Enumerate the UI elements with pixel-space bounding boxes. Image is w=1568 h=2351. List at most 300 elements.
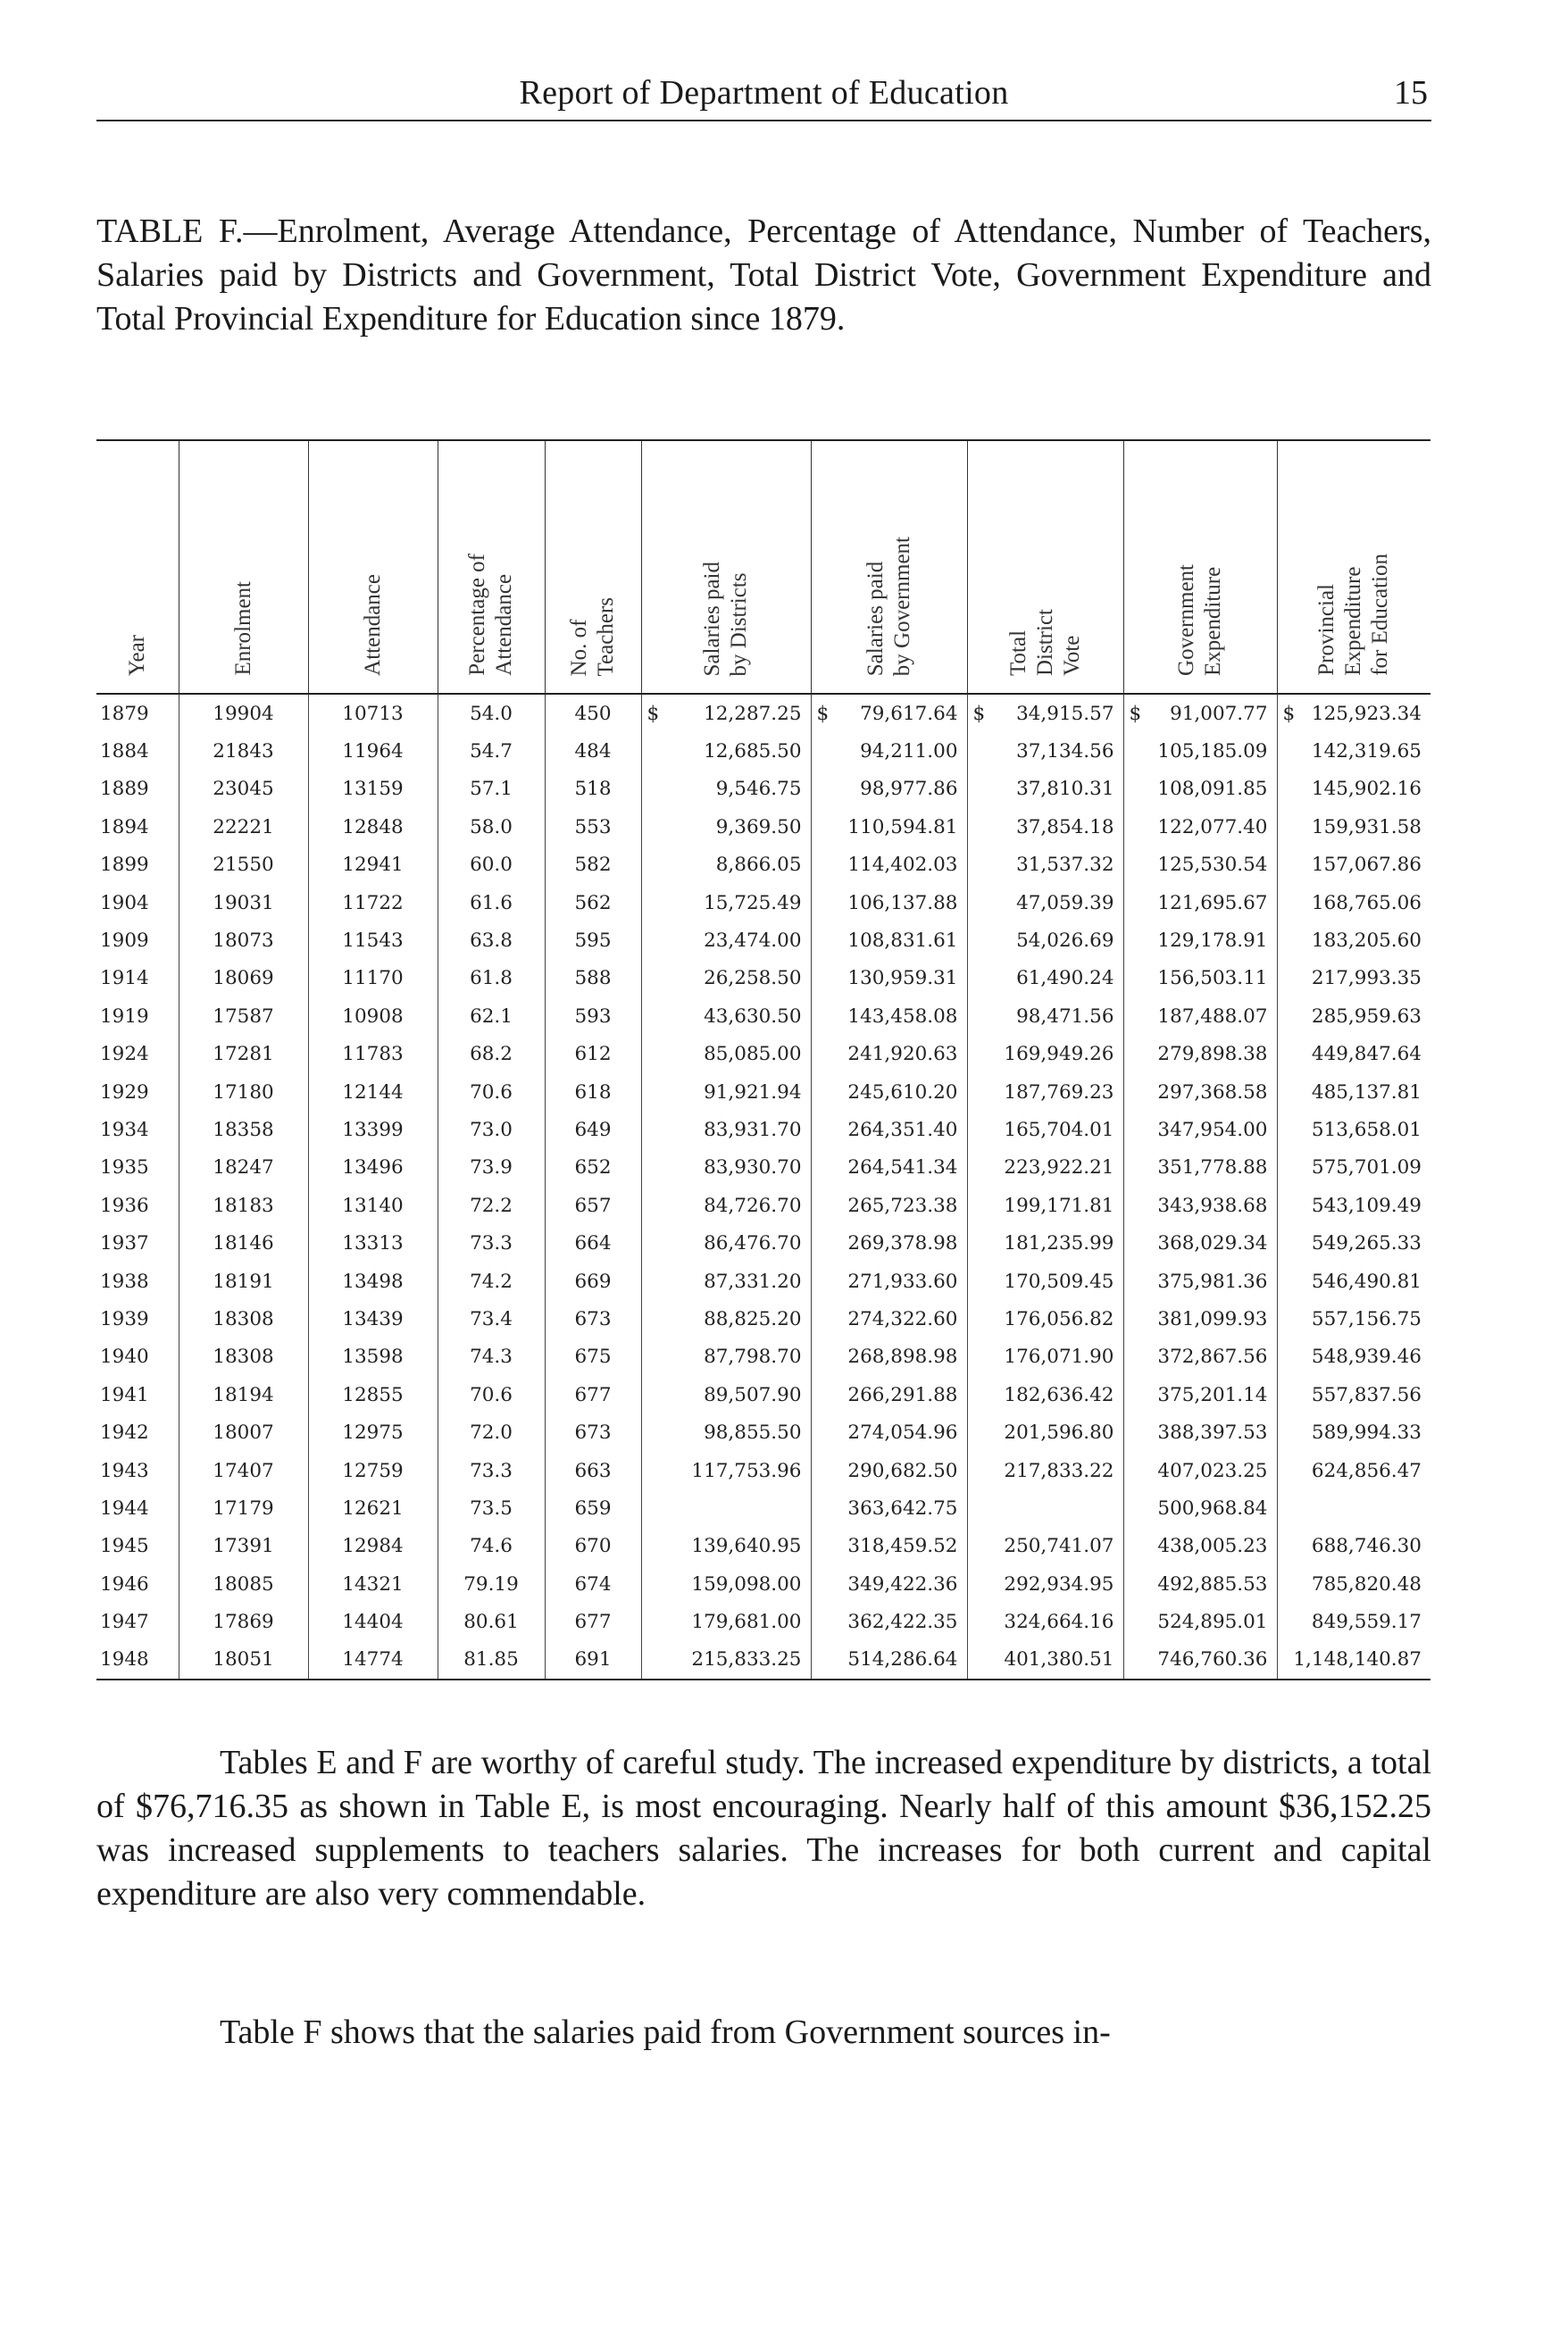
table-cell <box>967 997 1123 1035</box>
cell-value: 181,235.99 <box>1004 1232 1114 1255</box>
table-cell <box>545 1338 641 1376</box>
cell-value: 1945 <box>100 1535 149 1558</box>
table-cell <box>179 846 308 884</box>
table-cell <box>641 1489 811 1527</box>
table-cell <box>641 808 811 846</box>
table-cell <box>967 1376 1123 1413</box>
cell-value: 677 <box>574 1383 612 1406</box>
table-cell <box>96 1300 179 1338</box>
cell-value: 37,134.56 <box>1016 740 1114 763</box>
table-cell <box>308 1111 438 1148</box>
cell-value: 691 <box>574 1648 612 1672</box>
table-row <box>96 1338 1430 1376</box>
cell-value: 677 <box>574 1611 612 1634</box>
cell-value: 543,109.49 <box>1311 1194 1422 1217</box>
table-cell <box>179 1338 308 1376</box>
column-header-label: Total District Vote <box>1005 609 1084 676</box>
table-cell <box>967 1565 1123 1603</box>
table-cell <box>545 1263 641 1300</box>
cell-value: 12,287.25 <box>704 702 802 725</box>
cell-value: 1937 <box>100 1232 149 1255</box>
cell-value: 87,331.20 <box>704 1270 802 1293</box>
table-cell <box>811 1036 967 1073</box>
cell-value: 546,490.81 <box>1311 1270 1422 1293</box>
table-cell <box>96 1641 179 1680</box>
cell-value: 223,922.21 <box>1004 1156 1114 1180</box>
table-cell <box>1123 1452 1277 1489</box>
cell-value: 250,741.07 <box>1004 1535 1114 1558</box>
cell-value: 114,402.03 <box>847 854 958 877</box>
table-cell <box>967 1187 1123 1224</box>
table-cell <box>308 771 438 808</box>
cell-value: 675 <box>574 1346 612 1369</box>
table-cell <box>1277 1073 1430 1111</box>
cell-value: 37,810.31 <box>1016 778 1114 801</box>
cell-value: 1948 <box>100 1648 149 1672</box>
column-header-label: Salaries paid by Districts <box>700 561 751 676</box>
cell-value: 407,023.25 <box>1157 1459 1268 1482</box>
table-cell <box>96 732 179 770</box>
cell-value: 130,959.31 <box>847 967 958 990</box>
cell-value: 1894 <box>100 815 149 838</box>
cell-value: 125,923.34 <box>1311 702 1422 725</box>
table-row <box>96 960 1430 997</box>
table-cell <box>1277 997 1430 1035</box>
table-cell <box>96 1413 179 1451</box>
table-cell <box>641 960 811 997</box>
table-row <box>96 1565 1430 1603</box>
table-cell <box>179 1376 308 1413</box>
cell-value: 13140 <box>342 1194 404 1217</box>
cell-value: 268,898.98 <box>847 1346 958 1369</box>
table-cell <box>308 921 438 959</box>
table-cell <box>1277 1528 1430 1565</box>
cell-value: 98,471.56 <box>1016 1005 1114 1028</box>
table-row <box>96 1187 1430 1224</box>
cell-value: 618 <box>574 1080 612 1104</box>
cell-value: 484 <box>574 740 612 763</box>
table-cell <box>811 1528 967 1565</box>
cell-value: 170,509.45 <box>1004 1270 1114 1293</box>
table-cell <box>641 1073 811 1111</box>
cell-value: 80.61 <box>463 1611 519 1634</box>
cell-value: 18191 <box>213 1270 274 1293</box>
table-cell <box>545 1452 641 1489</box>
column-header-label: Enrolment <box>230 581 255 676</box>
cell-value: 110,594.81 <box>847 815 958 838</box>
cell-value: 553 <box>574 815 612 838</box>
table-cell <box>1123 1641 1277 1680</box>
table-cell <box>96 997 179 1035</box>
cell-value: 84,726.70 <box>704 1194 802 1217</box>
table-cell <box>96 846 179 884</box>
cell-value: 375,201.14 <box>1157 1383 1268 1406</box>
table-row <box>96 1073 1430 1111</box>
table-cell <box>811 997 967 1035</box>
table-row <box>96 1149 1430 1187</box>
cell-value: 74.3 <box>470 1346 513 1369</box>
cell-value: 1934 <box>100 1118 149 1141</box>
column-header <box>308 440 438 694</box>
cell-value: 19904 <box>213 702 274 725</box>
table-row <box>96 1528 1430 1565</box>
cell-value: 266,291.88 <box>847 1383 958 1406</box>
table-cell <box>96 921 179 959</box>
currency-symbol: $ <box>646 702 660 725</box>
cell-value: 492,885.53 <box>1157 1572 1268 1596</box>
cell-value: 485,137.81 <box>1311 1080 1422 1104</box>
column-header <box>1123 440 1277 694</box>
cell-value: 106,137.88 <box>847 891 958 914</box>
table-cell <box>179 694 308 732</box>
table-body <box>96 694 1430 1680</box>
cell-value: 381,099.93 <box>1157 1307 1268 1330</box>
column-header <box>967 440 1123 694</box>
table-row <box>96 1489 1430 1527</box>
table-cell <box>545 960 641 997</box>
cell-value: 12848 <box>342 815 404 838</box>
table-cell <box>308 997 438 1035</box>
table-cell <box>1123 1149 1277 1187</box>
table-cell <box>1277 1224 1430 1262</box>
table-row <box>96 1603 1430 1640</box>
table-cell <box>641 1565 811 1603</box>
table-caption: TABLE F.—Enrolment, Average Attendance, Percentage of Attendance, Number of Teachers, Salaries paid by Districts and Government, Total District Vote, Government Expenditure and Total Provincial Expenditure for Education since 1879. <box>96 213 1431 338</box>
paragraph-2: Table F shows that the salaries paid from Government sources in- <box>220 2013 1111 2051</box>
cell-value: 85,085.00 <box>704 1043 802 1066</box>
currency-symbol: $ <box>1282 702 1296 725</box>
column-header-label: Attendance <box>360 574 385 676</box>
table-cell <box>438 1603 545 1640</box>
table-row <box>96 1263 1430 1300</box>
table-cell <box>96 771 179 808</box>
cell-value: 88,825.20 <box>704 1307 802 1330</box>
cell-value: 657 <box>574 1194 612 1217</box>
cell-value: 81.85 <box>463 1648 519 1672</box>
cell-value: 13439 <box>342 1307 404 1330</box>
table-row <box>96 1376 1430 1413</box>
table-cell <box>1123 1489 1277 1527</box>
table-cell <box>545 921 641 959</box>
table-cell <box>811 884 967 921</box>
cell-value: 47,059.39 <box>1016 891 1114 914</box>
cell-value: 12975 <box>342 1421 404 1445</box>
cell-value: 122,077.40 <box>1157 815 1268 838</box>
cell-value: 15,725.49 <box>704 891 802 914</box>
table-cell <box>641 1413 811 1451</box>
column-header-label: No. of Teachers <box>567 596 618 676</box>
cell-value: 1946 <box>100 1572 149 1596</box>
table-cell <box>641 1036 811 1073</box>
cell-value: 518 <box>574 778 612 801</box>
cell-value: 63.8 <box>470 930 513 953</box>
table-cell <box>811 1413 967 1451</box>
table-cell <box>811 1187 967 1224</box>
table-cell <box>438 846 545 884</box>
table-cell <box>96 808 179 846</box>
cell-value: 83,931.70 <box>704 1118 802 1141</box>
table-f <box>96 439 1430 1680</box>
table-cell <box>967 1528 1123 1565</box>
table-cell <box>1277 960 1430 997</box>
cell-value: 11722 <box>342 891 404 914</box>
table-cell <box>545 1489 641 1527</box>
cell-value: 91,921.94 <box>704 1080 802 1104</box>
cell-value: 368,029.34 <box>1157 1232 1268 1255</box>
cell-value: 14321 <box>342 1572 404 1596</box>
table-cell <box>179 1224 308 1262</box>
cell-value: 54,026.69 <box>1016 930 1114 953</box>
cell-value: 664 <box>574 1232 612 1255</box>
cell-value: 674 <box>574 1572 612 1596</box>
cell-value: 290,682.50 <box>847 1459 958 1482</box>
table-cell <box>1123 1603 1277 1640</box>
table-cell <box>1123 1565 1277 1603</box>
cell-value: 217,833.22 <box>1004 1459 1114 1482</box>
cell-value: 61.6 <box>470 891 513 914</box>
table-cell <box>96 1036 179 1073</box>
table-cell <box>179 1413 308 1451</box>
table-cell <box>1123 997 1277 1035</box>
column-header-label: Salaries paid by Government <box>863 536 914 676</box>
cell-value: 264,351.40 <box>847 1118 958 1141</box>
table-cell <box>967 1300 1123 1338</box>
table-cell <box>1277 884 1430 921</box>
cell-value: 13498 <box>342 1270 404 1293</box>
cell-value: 37,854.18 <box>1016 815 1114 838</box>
table-cell <box>308 884 438 921</box>
table-cell <box>545 1149 641 1187</box>
cell-value: 548,939.46 <box>1311 1346 1422 1369</box>
table-cell <box>438 732 545 770</box>
cell-value: 121,695.67 <box>1157 891 1268 914</box>
cell-value: 362,422.35 <box>847 1611 958 1634</box>
table-cell <box>1277 1187 1430 1224</box>
cell-value: 500,968.84 <box>1157 1496 1268 1520</box>
cell-value: 13496 <box>342 1156 404 1180</box>
table-cell <box>179 1452 308 1489</box>
table-cell <box>308 1224 438 1262</box>
table-cell <box>967 1149 1123 1187</box>
cell-value: 10713 <box>342 702 404 725</box>
cell-value: 18358 <box>213 1118 274 1141</box>
table-cell <box>179 1263 308 1300</box>
table-cell <box>96 1263 179 1300</box>
table-cell <box>967 732 1123 770</box>
table-row <box>96 1036 1430 1073</box>
table-cell <box>308 960 438 997</box>
cell-value: 62.1 <box>470 1005 513 1028</box>
cell-value: 785,820.48 <box>1311 1572 1422 1596</box>
cell-value: 18308 <box>213 1346 274 1369</box>
table-cell <box>179 1603 308 1640</box>
cell-value: 746,760.36 <box>1157 1648 1268 1672</box>
cell-value: 649 <box>574 1118 612 1141</box>
table-cell <box>179 997 308 1035</box>
table-cell <box>438 884 545 921</box>
cell-value: 58.0 <box>470 815 513 838</box>
table-cell <box>179 960 308 997</box>
table-cell <box>438 808 545 846</box>
cell-value: 72.0 <box>470 1421 513 1445</box>
currency-symbol: $ <box>816 702 830 725</box>
table-cell <box>545 694 641 732</box>
cell-value: 12,685.50 <box>704 740 802 763</box>
table-cell <box>1277 1376 1430 1413</box>
table-cell <box>96 1528 179 1565</box>
table-cell <box>308 1187 438 1224</box>
table-cell <box>179 884 308 921</box>
cell-value: 18308 <box>213 1307 274 1330</box>
table-row <box>96 808 1430 846</box>
cell-value: 12144 <box>342 1080 404 1104</box>
cell-value: 669 <box>574 1270 612 1293</box>
table-cell <box>1123 1528 1277 1565</box>
table-cell <box>308 694 438 732</box>
cell-value: 688,746.30 <box>1311 1535 1422 1558</box>
table-cell <box>545 1111 641 1148</box>
table-cell <box>811 1376 967 1413</box>
cell-value: 176,056.82 <box>1004 1307 1114 1330</box>
cell-value: 1909 <box>100 930 149 953</box>
table-cell <box>811 1300 967 1338</box>
cell-value: 324,664.16 <box>1004 1611 1114 1634</box>
table-cell <box>1277 921 1430 959</box>
table-cell <box>308 1641 438 1680</box>
table-cell <box>545 1300 641 1338</box>
table-cell <box>1123 846 1277 884</box>
cell-value: 169,949.26 <box>1004 1043 1114 1066</box>
cell-value: 54.7 <box>470 740 513 763</box>
table-cell <box>438 960 545 997</box>
cell-value: 61.8 <box>470 967 513 990</box>
cell-value: 343,938.68 <box>1157 1194 1268 1217</box>
column-header-label: Percentage of Attendance <box>465 554 516 676</box>
cell-value: 363,642.75 <box>847 1496 958 1520</box>
cell-value: 450 <box>574 702 612 725</box>
table-cell <box>1277 1263 1430 1300</box>
table-cell <box>96 1565 179 1603</box>
cell-value: 165,704.01 <box>1004 1118 1114 1141</box>
cell-value: 13598 <box>342 1346 404 1369</box>
cell-value: 624,856.47 <box>1311 1459 1422 1482</box>
cell-value: 279,898.38 <box>1157 1043 1268 1066</box>
table-cell <box>1277 771 1430 808</box>
table-cell <box>967 1603 1123 1640</box>
cell-value: 10908 <box>342 1005 404 1028</box>
table-cell <box>1123 1036 1277 1073</box>
cell-value: 108,831.61 <box>847 930 958 953</box>
table-cell <box>438 1413 545 1451</box>
cell-value: 182,636.42 <box>1004 1383 1114 1406</box>
cell-value: 1879 <box>100 702 149 725</box>
column-header <box>96 440 179 694</box>
column-header <box>1277 440 1430 694</box>
cell-value: 176,071.90 <box>1004 1346 1114 1369</box>
table-cell <box>308 1338 438 1376</box>
table-cell <box>545 1036 641 1073</box>
column-header <box>438 440 545 694</box>
cell-value: 73.0 <box>470 1118 513 1141</box>
table-cell <box>96 1489 179 1527</box>
running-title: Report of Department of Education <box>519 74 1009 112</box>
cell-value: 34,915.57 <box>1016 702 1114 725</box>
cell-value: 849,559.17 <box>1311 1611 1422 1634</box>
cell-value: 18073 <box>213 930 274 953</box>
table-cell <box>179 771 308 808</box>
table-cell <box>438 1149 545 1187</box>
cell-value: 12984 <box>342 1535 404 1558</box>
table-cell <box>1277 1338 1430 1376</box>
cell-value: 18051 <box>213 1648 274 1672</box>
table-row <box>96 846 1430 884</box>
table-cell <box>811 1452 967 1489</box>
table-cell <box>545 1224 641 1262</box>
cell-value: 157,067.86 <box>1311 854 1422 877</box>
cell-value: 514,286.64 <box>847 1648 958 1672</box>
cell-value: 187,769.23 <box>1004 1080 1114 1104</box>
cell-value: 11783 <box>342 1043 404 1066</box>
cell-value: 21550 <box>213 854 274 877</box>
cell-value: 1929 <box>100 1080 149 1104</box>
table-cell <box>545 1565 641 1603</box>
table-cell <box>96 1338 179 1376</box>
table-row <box>96 771 1430 808</box>
cell-value: 215,833.25 <box>691 1648 802 1672</box>
table-cell <box>179 1036 308 1073</box>
cell-value: 8,866.05 <box>715 854 802 877</box>
cell-value: 663 <box>574 1459 612 1482</box>
cell-value: 23045 <box>213 778 274 801</box>
column-header <box>179 440 308 694</box>
table-cell <box>641 732 811 770</box>
table-cell <box>179 732 308 770</box>
cell-value: 26,258.50 <box>704 967 802 990</box>
table-cell <box>1277 1565 1430 1603</box>
cell-value: 18007 <box>213 1421 274 1445</box>
table-cell <box>811 1111 967 1148</box>
cell-value: 168,765.06 <box>1311 891 1422 914</box>
cell-value: 89,507.90 <box>704 1383 802 1406</box>
table-cell <box>438 1263 545 1300</box>
cell-value: 73.9 <box>470 1156 513 1180</box>
table-cell <box>1277 732 1430 770</box>
table-cell <box>179 1489 308 1527</box>
cell-value: 595 <box>574 930 612 953</box>
cell-value: 94,211.00 <box>860 740 958 763</box>
cell-value: 347,954.00 <box>1157 1118 1268 1141</box>
cell-value: 1919 <box>100 1005 149 1028</box>
table-cell <box>308 1149 438 1187</box>
cell-value: 74.2 <box>470 1270 513 1293</box>
table-row <box>96 997 1430 1035</box>
cell-value: 659 <box>574 1496 612 1520</box>
table-cell <box>1123 732 1277 770</box>
table-cell <box>438 1565 545 1603</box>
cell-value: 593 <box>574 1005 612 1028</box>
cell-value: 245,610.20 <box>847 1080 958 1104</box>
table-cell <box>308 1528 438 1565</box>
cell-value: 61,490.24 <box>1016 967 1114 990</box>
cell-value: 79.19 <box>463 1572 519 1596</box>
table-cell <box>1123 1338 1277 1376</box>
cell-value: 18183 <box>213 1194 274 1217</box>
table-cell <box>545 808 641 846</box>
data-table <box>96 439 1430 1680</box>
table-cell <box>641 1263 811 1300</box>
table-cell <box>179 1300 308 1338</box>
table-cell <box>641 1603 811 1640</box>
